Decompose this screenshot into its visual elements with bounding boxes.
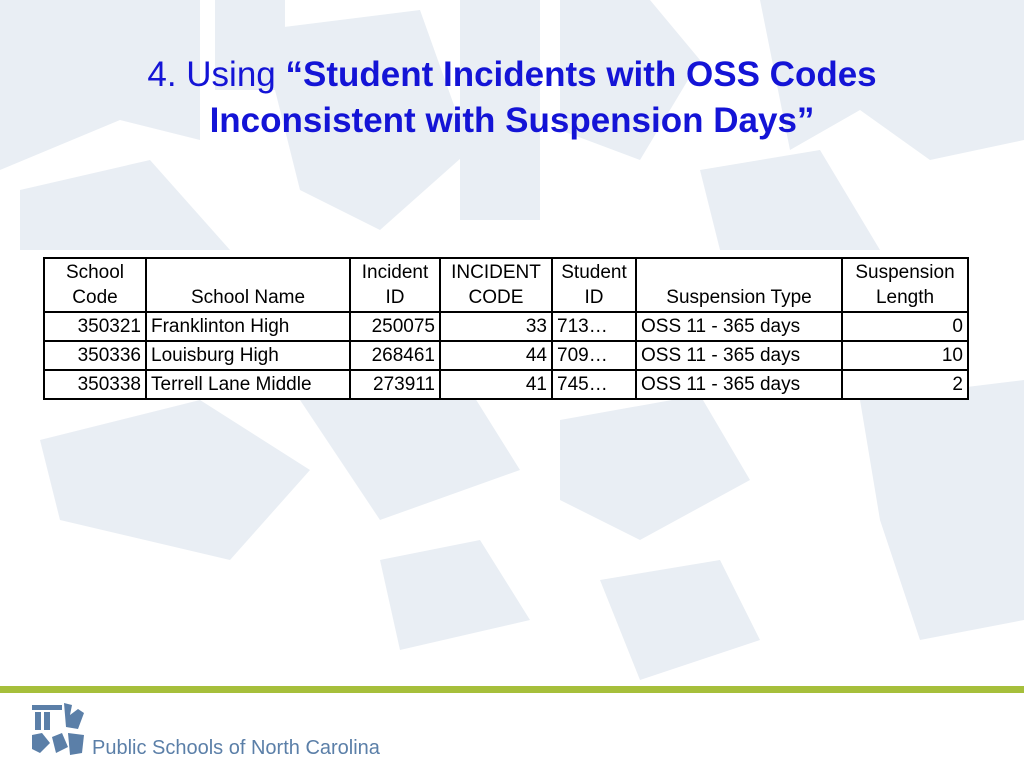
cell-suspension-length: 2 bbox=[842, 370, 968, 399]
cell-suspension-type: OSS 11 - 365 days bbox=[636, 341, 842, 370]
col-incident-id: Incident ID bbox=[350, 258, 440, 312]
table-header-row bbox=[44, 258, 968, 312]
footer-accent-rule bbox=[0, 686, 1024, 693]
cell-school-name: Louisburg High bbox=[146, 341, 350, 370]
cell-incident-id: 268461 bbox=[350, 341, 440, 370]
slide-title bbox=[60, 52, 964, 144]
cell-school-code: 350321 bbox=[44, 312, 146, 341]
cell-student-id: 709… bbox=[552, 341, 636, 370]
cell-student-id: 745… bbox=[552, 370, 636, 399]
table-row bbox=[44, 312, 968, 341]
organization-name: Public Schools of North Carolina bbox=[92, 737, 380, 759]
cell-school-name: Terrell Lane Middle bbox=[146, 370, 350, 399]
nc-schools-logo-icon bbox=[32, 703, 86, 759]
cell-incident-code: 44 bbox=[440, 341, 552, 370]
cell-suspension-length: 0 bbox=[842, 312, 968, 341]
cell-school-code: 350336 bbox=[44, 341, 146, 370]
col-school-code: School Code bbox=[44, 258, 146, 312]
table-row bbox=[44, 370, 968, 399]
col-school-name: School Name bbox=[146, 258, 350, 312]
incidents-table bbox=[43, 257, 969, 400]
cell-incident-id: 250075 bbox=[350, 312, 440, 341]
cell-school-name: Franklinton High bbox=[146, 312, 350, 341]
cell-incident-id: 273911 bbox=[350, 370, 440, 399]
col-incident-code: INCIDENT CODE bbox=[440, 258, 552, 312]
table-row bbox=[44, 341, 968, 370]
cell-suspension-type: OSS 11 - 365 days bbox=[636, 370, 842, 399]
cell-suspension-type: OSS 11 - 365 days bbox=[636, 312, 842, 341]
cell-incident-code: 41 bbox=[440, 370, 552, 399]
cell-suspension-length: 10 bbox=[842, 341, 968, 370]
cell-student-id: 713… bbox=[552, 312, 636, 341]
cell-incident-code: 33 bbox=[440, 312, 552, 341]
col-suspension-length: Suspension Length bbox=[842, 258, 968, 312]
cell-school-code: 350338 bbox=[44, 370, 146, 399]
title-report-name: “Student Incidents with OSS Codes Inconsistent with Suspension Days” bbox=[209, 55, 877, 140]
col-student-id: Student ID bbox=[552, 258, 636, 312]
col-suspension-type: Suspension Type bbox=[636, 258, 842, 312]
title-prefix: 4. Using bbox=[147, 55, 286, 94]
